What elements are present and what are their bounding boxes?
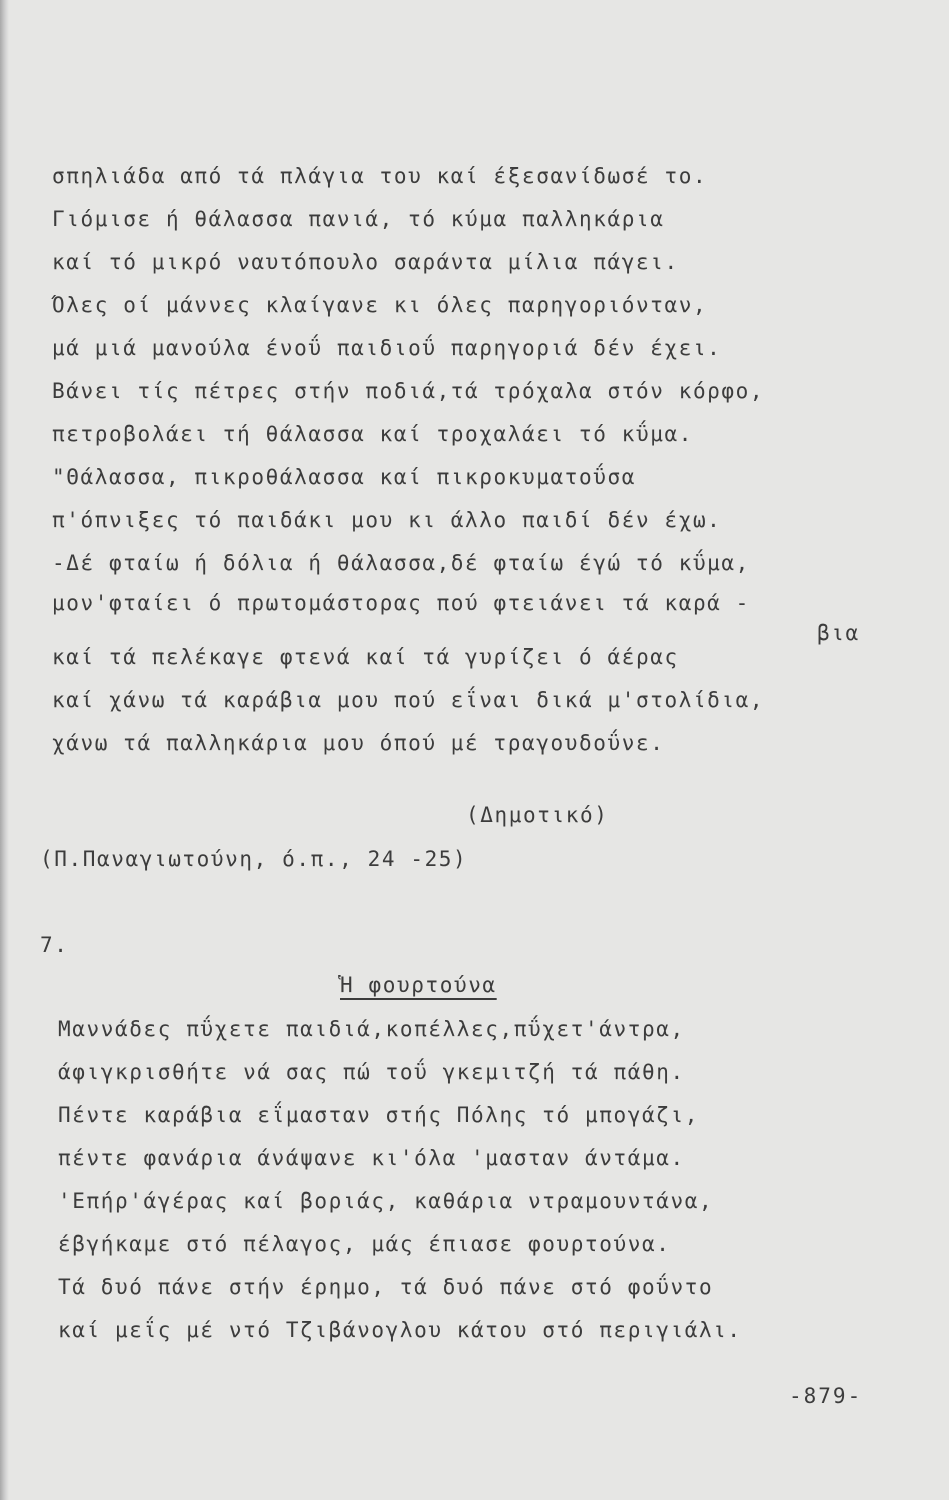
poem-line: Όλες οί μάννες κλαίγανε κι όλες παρηγοριόνταν, <box>52 293 708 317</box>
citation: (Π.Παναγιωτούνη, ό.π., 24 -25) <box>40 847 468 871</box>
poem-line: μά μιά μανούλα ένοΰ παιδιοΰ παρηγοριά δέν έχει. <box>52 336 722 360</box>
source-genre: (Δημοτικό) <box>466 803 609 827</box>
poem-line: "Θάλασσα, πικροθάλασσα καί πικροκυματοΰσα <box>52 465 636 489</box>
poem-line: καί χάνω τά καράβια μου πού εΐναι δικά μ'στολίδια, <box>52 688 765 712</box>
poem-line: 'Επήρ'άγέρας καί βοριάς, καθάρια ντραμουντάνα, <box>58 1189 714 1213</box>
poem-line: -Δέ φταίω ή δόλια ή θάλασσα,δέ φταίω έγώ τό κΰμα, <box>52 551 750 575</box>
poem-line: σπηλιάδα από τά πλάγια του καί έξεσανίδωσέ το. <box>52 164 708 188</box>
poem-line: άφιγκρισθήτε νά σας πώ τοΰ γκεμιτζή τά πάθη. <box>58 1060 685 1084</box>
poem-line: Πέντε καράβια εΐμασταν στής Πόλης τό μπογάζι, <box>58 1103 699 1127</box>
poem-line: καί μεΐς μέ ντό Τζιβάνογλου κάτου στό περιγιάλι. <box>58 1318 742 1342</box>
poem-line: χάνω τά παλληκάρια μου όπού μέ τραγουδοΰνε. <box>52 731 665 755</box>
poem-line: καί τό μικρό ναυτόπουλο σαράντα μίλια πάγει. <box>52 250 679 274</box>
page-number: -879- <box>789 1384 863 1408</box>
section-title: Ἡ φουρτούνα <box>340 973 497 997</box>
poem-line: Μαννάδες πΰχετε παιδιά,κοπέλλες,πΰχετ'άντρα, <box>58 1017 685 1041</box>
poem-line: πετροβολάει τή θάλασσα καί τροχαλάει τό κΰμα. <box>52 422 693 446</box>
poem-line: π'όπνιξες τό παιδάκι μου κι άλλο παιδί δέν έχω. <box>52 508 722 532</box>
poem-line: έβγήκαμε στό πέλαγος, μάς έπιασε φουρτούνα. <box>58 1232 671 1256</box>
poem-line: Γιόμισε ή θάλασσα πανιά, τό κύμα παλληκάρια <box>52 207 665 231</box>
poem-line: καί τά πελέκαγε φτενά καί τά γυρίζει ό άέρας <box>52 645 679 669</box>
poem-line: Τά δυό πάνε στήν έρημο, τά δυό πάνε στό φοΰντο <box>58 1275 714 1299</box>
poem-line: πέντε φανάρια άνάψανε κι'όλα 'μασταν άντάμα. <box>58 1146 685 1170</box>
poem-line: μον'φταίει ό πρωτομάστορας πού φτειάνει τά καρά - <box>52 591 750 615</box>
poem-line-continuation: βια <box>817 621 860 645</box>
section-number: 7. <box>40 933 69 957</box>
poem-line: Βάνει τίς πέτρες στήν ποδιά,τά τρόχαλα στόν κόρφο, <box>52 379 765 403</box>
